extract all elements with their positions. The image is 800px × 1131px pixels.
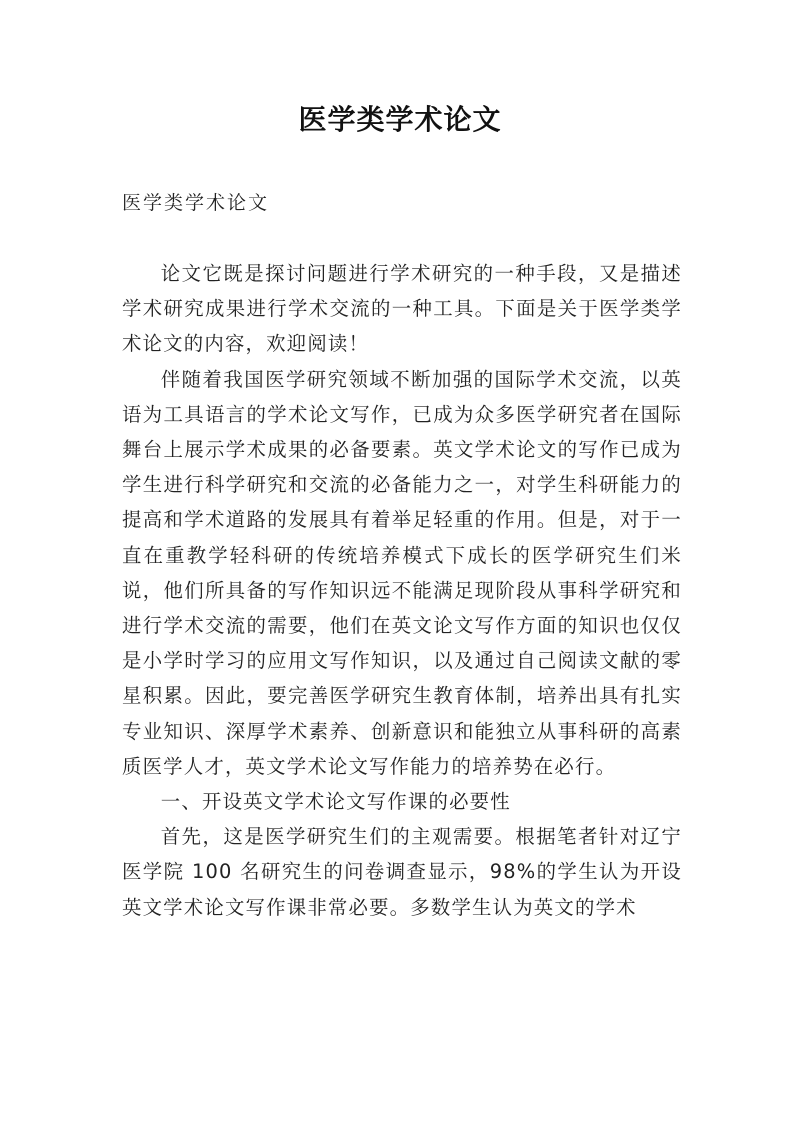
- background-paragraph: 伴随着我国医学研究领域不断加强的国际学术交流，以英语为工具语言的学术论文写作，已成为众多医学研究者在国际舞台上展示学术成果的必备要素。英文学术论文的写作已成为学生进行科学研究和交流的必备能力之一，对学生科研能力的提高和学术道路的发展具有着举足轻重的作用。但是，对于一直在重教学轻科研的传统培养模式下成长的医学研究生们米说，他们所具备的写作知识远不能满足现阶段从事科学研究和进行学术交流的需要，他们在英文论文写作方面的知识也仅仅是小学时学习的应用文写作知识，以及通过自己阅读文献的零星积累。因此，要完善医学研究生教育体制，培养出具有扎实专业知识、深厚学术素养、创新意识和能独立从事科研的高素质医学人才，英文学术论文写作能力的培养势在必行。: [122, 367, 682, 778]
- document-subtitle: 医学类学术论文: [122, 192, 270, 214]
- section-heading: 一、开设英文学术论文写作课的必要性: [160, 790, 511, 814]
- section-paragraph: 首先，这是医学研究生们的主观需要。根据笔者针对辽宁医学院 100 名研究生的问卷调查显示，98%的学生认为开设英文学术论文写作课非常必要。多数学生认为英文的学术: [122, 825, 682, 919]
- document-title: 医学类学术论文: [298, 103, 502, 136]
- intro-paragraph: 论文它既是探讨问题进行学术研究的一种手段，又是描述学术研究成果进行学术交流的一种工具。下面是关于医学类学术论文的内容，欢迎阅读！: [122, 262, 682, 356]
- document-body: [122, 256, 682, 925]
